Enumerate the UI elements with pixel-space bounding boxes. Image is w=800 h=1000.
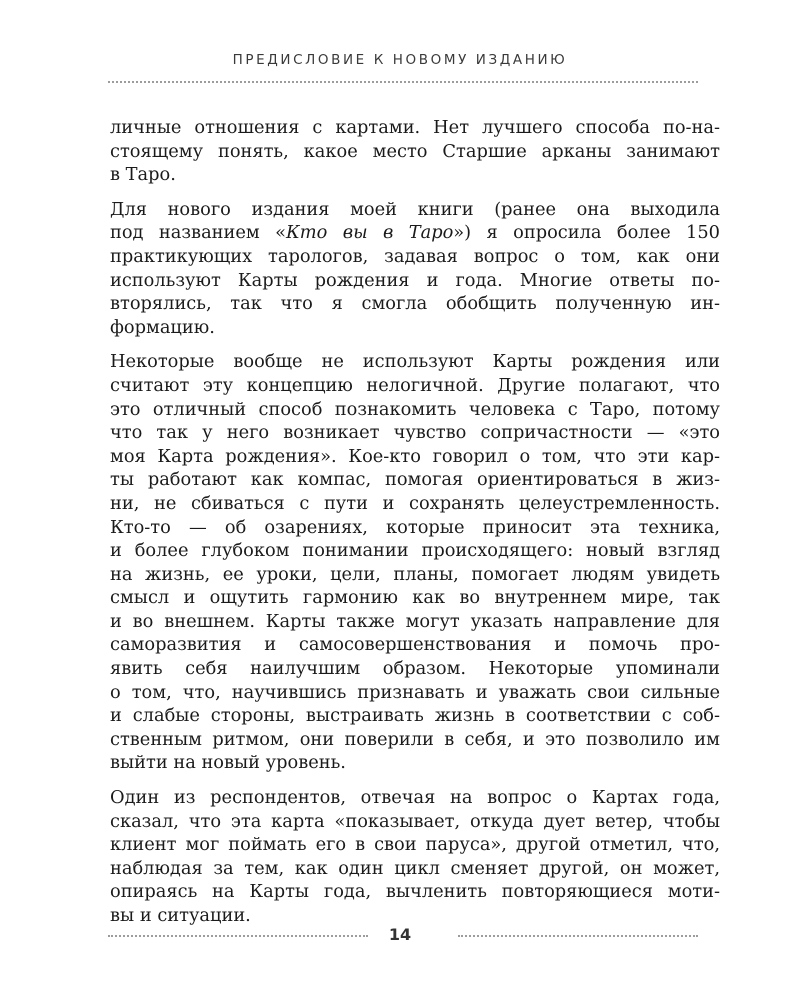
text-line: и во внешнем. Карты также могут указать направление для xyxy=(110,610,720,632)
text-line: клиент мог поймать его в свои паруса», другой отметил, что, xyxy=(110,834,720,856)
book-title-italic: Кто вы в Таро xyxy=(286,222,454,244)
text-line: Некоторые вообще не используют Карты рождения или xyxy=(110,351,720,373)
text-line: считают эту концепцию нелогичной. Другие полагают, что xyxy=(110,374,720,396)
paragraph-3 xyxy=(110,350,720,775)
text-line: формацию. xyxy=(110,316,215,338)
text-line: это отличный способ познакомить человека с Таро, потому xyxy=(110,398,720,420)
running-head: ПРЕДИСЛОВИЕ К НОВОМУ ИЗДАНИЮ xyxy=(232,52,568,68)
page-number: 14 xyxy=(388,925,412,944)
text-line: в Таро. xyxy=(110,164,176,186)
text-line: смысл и ощутить гармонию как во внутреннем мире, так xyxy=(110,587,720,609)
header-dotted-rule xyxy=(108,81,698,83)
text-fragment: под названием « xyxy=(110,222,287,244)
paragraph-1 xyxy=(110,116,720,187)
text-line: личные отношения с картами. Нет лучшего способа по-на- xyxy=(110,117,720,138)
text-line: ты работают как компас, помогая ориентироваться в жиз- xyxy=(110,469,720,491)
paragraph-2 xyxy=(110,198,720,340)
footer-dotted-rule-right xyxy=(458,935,698,937)
text-line: Кто-то — об озарениях, которые приносит эта техника, xyxy=(110,516,720,538)
text-fragment: ») я опросила более 150 xyxy=(453,222,720,244)
text-line: выйти на новый уровень. xyxy=(110,752,346,774)
text-line: о том, что, научившись признавать и уважать свои сильные xyxy=(110,681,720,703)
text-line: практикующих тарологов, задавая вопрос о том, как они xyxy=(110,245,720,267)
text-line: ственным ритмом, они поверили в себя, и это позволило им xyxy=(110,728,720,750)
text-line: что так у него возникает чувство сопричастности — «это xyxy=(110,422,720,444)
text-line: вы и ситуации. xyxy=(110,905,251,926)
text-line: явить себя наилучшим образом. Некоторые упоминали xyxy=(110,658,720,680)
paragraph-4 xyxy=(110,786,720,928)
text-line: опираясь на Карты года, вычленить повторяющиеся моти- xyxy=(110,881,720,903)
text-line xyxy=(110,221,720,245)
text-line: ни, не сбиваться с пути и сохранять целеустремленность. xyxy=(110,492,720,514)
text-line: саморазвития и самосовершенствования и помочь про- xyxy=(110,634,720,656)
text-line: используют Карты рождения и года. Многие ответы по- xyxy=(110,269,720,291)
text-line: на жизнь, ее уроки, цели, планы, помогает людям увидеть xyxy=(110,563,720,585)
text-line: и слабые стороны, выстраивать жизнь в соответствии с соб- xyxy=(110,705,720,727)
text-line: наблюдая за тем, как один цикл сменяет другой, он может, xyxy=(110,857,720,879)
text-line: Для нового издания моей книги (ранее она выходила xyxy=(110,198,720,220)
page-body xyxy=(110,116,720,928)
text-line: Один из респондентов, отвечая на вопрос о Картах года, xyxy=(110,787,720,809)
text-line: сказал, что эта карта «показывает, откуда дует ветер, чтобы xyxy=(110,810,720,832)
text-line: моя Карта рождения». Кое-кто говорил о том, что эти кар- xyxy=(110,445,720,467)
text-line: вторялись, так что я смогла обобщить полученную ин- xyxy=(110,293,720,315)
text-line: стоящему понять, какое место Старшие арканы занимают xyxy=(110,140,720,162)
text-line: и более глубоком понимании происходящего: новый взгляд xyxy=(110,540,720,562)
